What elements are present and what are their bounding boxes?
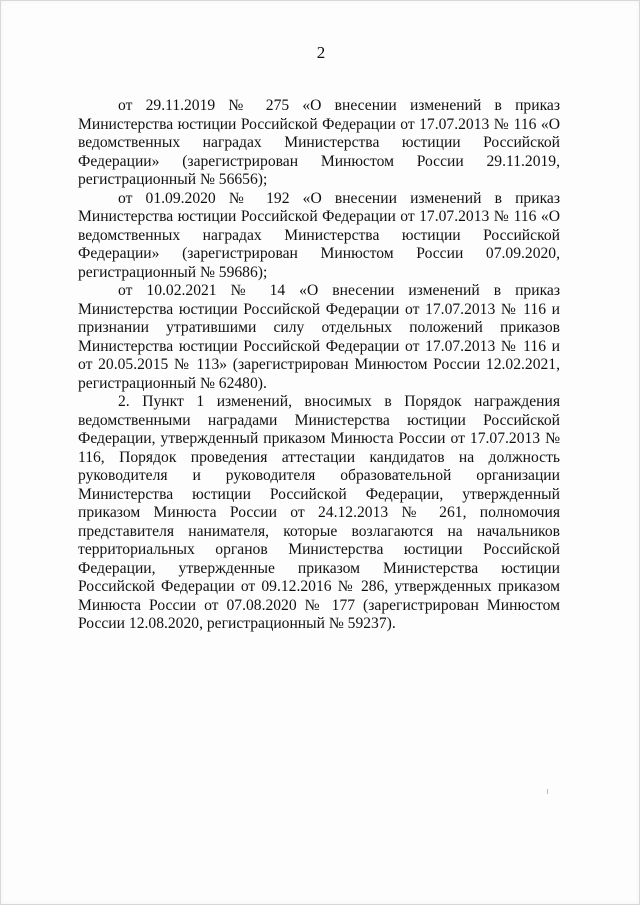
paragraph-amendment-2021: от 10.02.2021 № 14 «О внесении изменений в приказ Министерства юстиции Российской Федерации от 17.07.2013 № 116 и признании утратившими силу отдельных положений приказов Министерства юстиции Российской Федерации от 17.07.2013 № 116 и от 20.05.2015 № 113» (зарегистрирован Минюстом России 12.02.2021, регистрационный № 62480). — [78, 282, 560, 392]
paragraph-amendment-2020: от 01.09.2020 № 192 «О внесении изменений в приказ Министерства юстиции Российской Федерации от 17.07.2013 № 116 «О ведомственных наградах Министерства юстиции Российской Федерации» (зарегистрирован Минюстом России 07.09.2020, регистрационный № 59686); — [78, 189, 560, 281]
document-body — [78, 97, 560, 634]
paragraph-amendment-2019: от 29.11.2019 № 275 «О внесении изменений в приказ Министерства юстиции Российской Федерации от 17.07.2013 № 116 «О ведомственных наградах Министерства юстиции Российской Федерации» (зарегистрирован Минюстом России 29.11.2019, регистрационный № 56656); — [78, 97, 560, 188]
paragraph-item-2: 2. Пункт 1 изменений, вносимых в Порядок награждения ведомственными наградами Министерства юстиции Российской Федерации, утвержденный приказом Минюста России от 17.07.2013 № 116, Порядок проведения аттестации кандидатов на должность руководителя и руководителя образовательной организации Министерства юстиции Российской Федерации, утвержденный приказом Минюста России от 24.12.2013 № 261, полномочия представителя нанимателя, которые возлагаются на начальников территориальных органов Министерства юстиции Российской Федерации, утвержденные приказом Министерства юстиции Российской Федерации от 09.12.2016 № 286, утвержденных приказом Минюста России от 07.08.2020 № 177 (зарегистрирован Минюстом России 12.08.2020, регистрационный № 59237). — [78, 393, 560, 632]
scan-mark — [547, 789, 548, 794]
page-number: 2 — [316, 43, 326, 62]
